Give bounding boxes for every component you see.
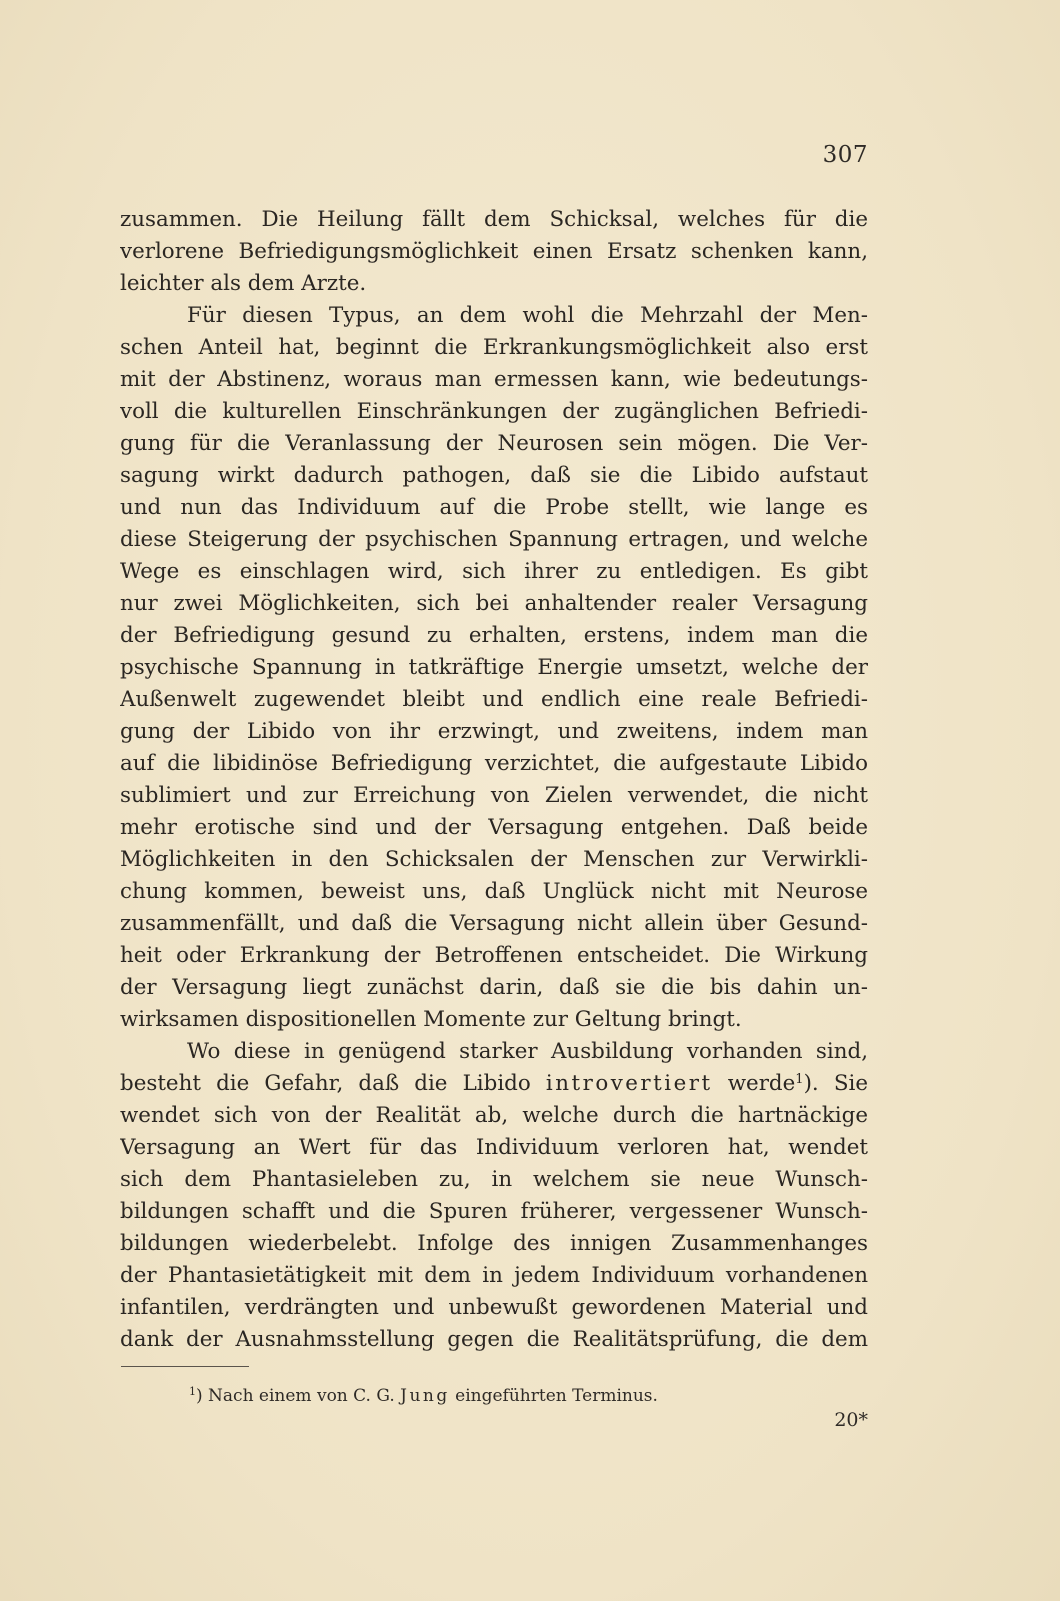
text-line: Außenwelt zugewendet bleibt und endlich eine reale Befriedi- bbox=[120, 687, 868, 712]
text-line: schen Anteil hat, beginnt die Erkrankungsmöglichkeit also erst bbox=[120, 335, 868, 360]
footnote-text: Nach einem von C. G. bbox=[202, 1386, 401, 1406]
text-line: mehr erotische sind und der Versagung entgehen. Daß beide bbox=[120, 815, 868, 840]
text-line: infantilen, verdrängten und unbewußt gewordenen Material und bbox=[120, 1295, 868, 1320]
text-line: zusammen. Die Heilung fällt dem Schicksal, welches für die bbox=[120, 207, 868, 232]
text-line-with-footnote bbox=[120, 1068, 868, 1100]
text-line: sublimiert und zur Erreichung von Zielen verwendet, die nicht bbox=[120, 783, 868, 808]
footnote-marker: 1 bbox=[795, 1072, 804, 1087]
text-line: Wo diese in genügend starker Ausbildung vorhanden sind, bbox=[187, 1039, 868, 1064]
footnote bbox=[189, 1384, 658, 1408]
text-line: leichter als dem Arzte. bbox=[120, 271, 367, 296]
body-text bbox=[120, 204, 868, 1356]
text-fragment: besteht die Gefahr, daß die Libido bbox=[120, 1071, 546, 1096]
text-line: und nun das Individuum auf die Probe stellt, wie lange es bbox=[120, 495, 868, 520]
text-line: mit der Abstinenz, woraus man ermessen kann, wie bedeutungs- bbox=[120, 367, 868, 392]
text-line: wirksamen dispositionellen Momente zur Geltung bringt. bbox=[120, 1007, 742, 1032]
text-line: Für diesen Typus, an dem wohl die Mehrzahl der Men- bbox=[187, 303, 868, 328]
text-line: verlorene Befriedigungsmöglichkeit einen Ersatz schenken kann, bbox=[120, 239, 868, 264]
text-line: nur zwei Möglichkeiten, sich bei anhaltender realer Versagung bbox=[120, 591, 868, 616]
page-number: 307 bbox=[822, 142, 868, 168]
text-line: psychische Spannung in tatkräftige Energie umsetzt, welche der bbox=[120, 655, 868, 680]
text-line: sagung wirkt dadurch pathogen, daß sie die Libido aufstaut bbox=[120, 463, 868, 488]
emphasized-term: introvertiert bbox=[545, 1071, 713, 1096]
text-line: der Phantasietätigkeit mit dem in jedem Individuum vorhandenen bbox=[120, 1263, 868, 1288]
footnote-paren: ) bbox=[196, 1386, 203, 1406]
footnote-text: eingeführten Terminus. bbox=[449, 1386, 658, 1406]
footnote-marker: 1 bbox=[189, 1385, 196, 1398]
text-line: chung kommen, beweist uns, daß Unglück nicht mit Neurose bbox=[120, 879, 868, 904]
text-line: Wege es einschlagen wird, sich ihrer zu entledigen. Es gibt bbox=[120, 559, 868, 584]
text-line: Möglichkeiten in den Schicksalen der Menschen zur Verwirkli- bbox=[120, 847, 868, 872]
text-fragment: ). Sie bbox=[803, 1071, 868, 1096]
text-line: zusammenfällt, und daß die Versagung nicht allein über Gesund- bbox=[120, 911, 868, 936]
text-line: dank der Ausnahmsstellung gegen die Realitätsprüfung, die dem bbox=[120, 1327, 868, 1352]
printer-signature: 20* bbox=[834, 1409, 868, 1431]
text-line: der Versagung liegt zunächst darin, daß sie die bis dahin un- bbox=[120, 975, 868, 1000]
footnote-divider bbox=[121, 1366, 249, 1367]
footnote-author: Jung bbox=[400, 1386, 450, 1406]
text-line: gung für die Veranlassung der Neurosen sein mögen. Die Ver- bbox=[120, 431, 868, 456]
text-line: sich dem Phantasieleben zu, in welchem sie neue Wunsch- bbox=[120, 1167, 868, 1192]
text-line: der Befriedigung gesund zu erhalten, erstens, indem man die bbox=[120, 623, 868, 648]
text-line: bildungen schafft und die Spuren früherer, vergessener Wunsch- bbox=[120, 1199, 868, 1224]
text-line: voll die kulturellen Einschränkungen der zugänglichen Befriedi- bbox=[120, 399, 868, 424]
text-line: bildungen wiederbelebt. Infolge des innigen Zusammenhanges bbox=[120, 1231, 868, 1256]
text-line: auf die libidinöse Befriedigung verzichtet, die aufgestaute Libido bbox=[120, 751, 868, 776]
text-line: gung der Libido von ihr erzwingt, und zweitens, indem man bbox=[120, 719, 868, 744]
text-line: diese Steigerung der psychischen Spannung ertragen, und welche bbox=[120, 527, 868, 552]
text-line: heit oder Erkrankung der Betroffenen entscheidet. Die Wirkung bbox=[120, 943, 868, 968]
text-line: Versagung an Wert für das Individuum verloren hat, wendet bbox=[120, 1135, 868, 1160]
text-line: wendet sich von der Realität ab, welche durch die hartnäckige bbox=[120, 1103, 868, 1128]
text-fragment: werde bbox=[712, 1071, 796, 1096]
